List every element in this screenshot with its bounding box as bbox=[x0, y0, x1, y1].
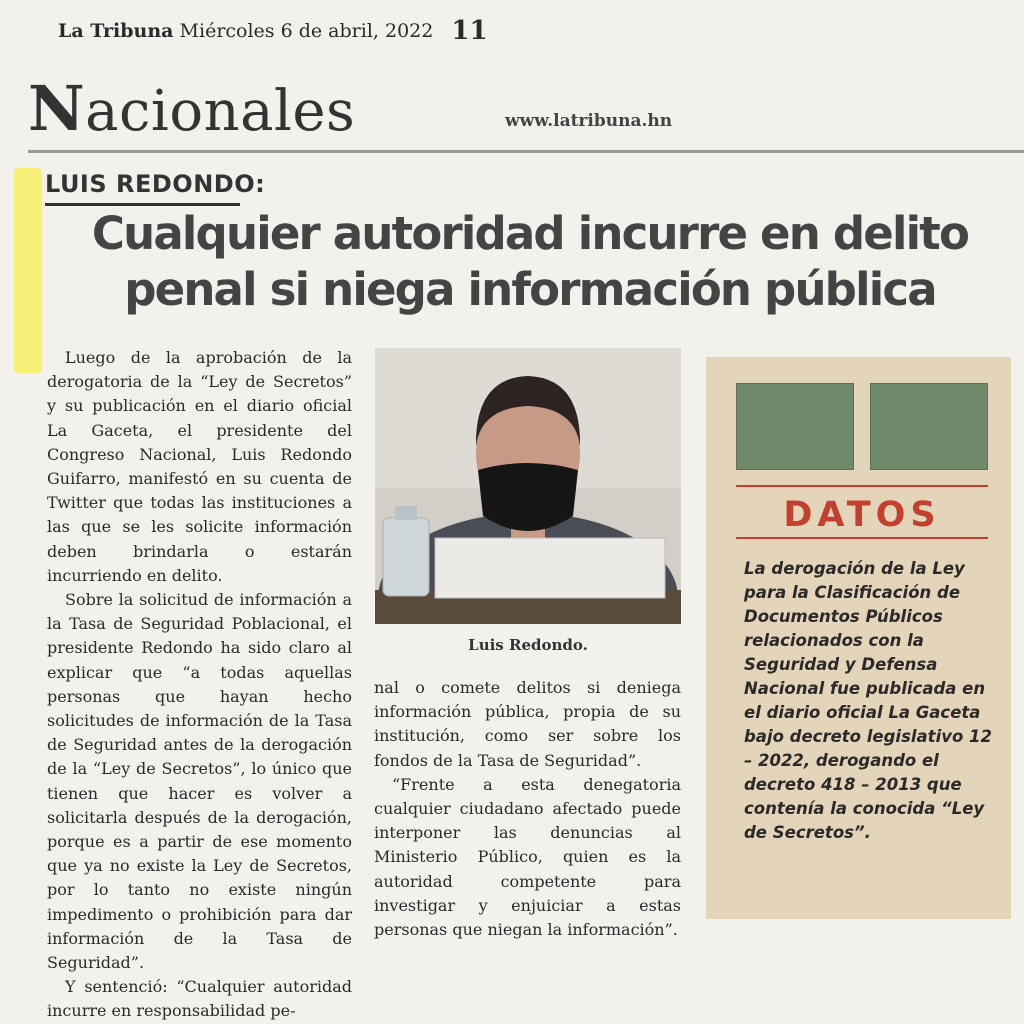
article-column-1 bbox=[47, 346, 352, 1024]
datos-sidebar bbox=[706, 357, 1011, 919]
photo-illustration bbox=[375, 348, 681, 624]
paragraph: nal o comete delitos si deniega información pública, propia de su institución, como ser sobre los fondos de la Tasa de Seguridad”. bbox=[374, 678, 681, 770]
portrait-photo bbox=[375, 348, 681, 624]
article-headline: Cualquier autoridad incurre en delito penal si niega información pública bbox=[91, 207, 969, 316]
sidebar-title: DATOS bbox=[783, 495, 941, 535]
issue-date: Miércoles 6 de abril, 2022 bbox=[179, 20, 434, 42]
newspaper-name: La Tribuna bbox=[58, 20, 174, 42]
sidebar-text: La derogación de la Ley para la Clasificación de Documentos Públicos relacionados con la Seguridad y Defensa Nacional fue publicada en el diario oficial La Gaceta bajo decreto legislativo 12 – 2022, derogando el decreto 418 – 2013 que contenía la conocida “Ley de Secretos”. bbox=[744, 559, 993, 842]
article-column-2 bbox=[374, 676, 681, 942]
photo-caption: Luis Redondo. bbox=[468, 636, 588, 654]
paragraph: Y sentenció: “Cualquier autoridad incurre en responsabilidad pe- bbox=[47, 977, 352, 1021]
decorative-square bbox=[870, 383, 988, 470]
decorative-square bbox=[736, 383, 854, 470]
header-rule bbox=[28, 150, 1024, 153]
divider bbox=[736, 537, 988, 539]
article-kicker: LUIS REDONDO: bbox=[45, 170, 266, 198]
website-url[interactable]: www.latribuna.hn bbox=[505, 111, 673, 131]
page-folio bbox=[58, 14, 488, 44]
paragraph: “Frente a esta denegatoria cualquier ciudadano afectado puede interponer las denuncias al Ministerio Público, quien es la autoridad competente para investigar y enjuiciar a estas personas que niegan la información”. bbox=[374, 774, 681, 940]
page-number: 11 bbox=[451, 16, 488, 46]
section-title-rest: acionales bbox=[85, 79, 356, 144]
section-title-initial: N bbox=[28, 72, 86, 145]
paragraph: Sobre la solicitud de información a la Tasa de Seguridad Poblacional, el presidente Redondo ha sido claro al explicar que “a todas aquellas personas que hayan hecho solicitudes de información de la Tasa de Seguridad antes de la derogación de la “Ley de Secretos”, lo único que tienen que hacer es volver a solicitarla después de la derogación, porque es a partir de ese momento que ya no existe la Ley de Secretos, por lo tanto no existe ningún impedimento o prohibición para dar información de la Tasa de Seguridad”. bbox=[47, 590, 352, 973]
paragraph: Luego de la aprobación de la derogatoria de la “Ley de Secretos” y su publicación en el diario oficial La Gaceta, el presidente del Congreso Nacional, Luis Redondo Guifarro, manifestó en su cuenta de Twitter que todas las instituciones a las que se les solicite información deben brindarla o estarán incurriendo en delito. bbox=[47, 348, 352, 585]
divider bbox=[736, 485, 988, 487]
section-title bbox=[28, 72, 355, 145]
